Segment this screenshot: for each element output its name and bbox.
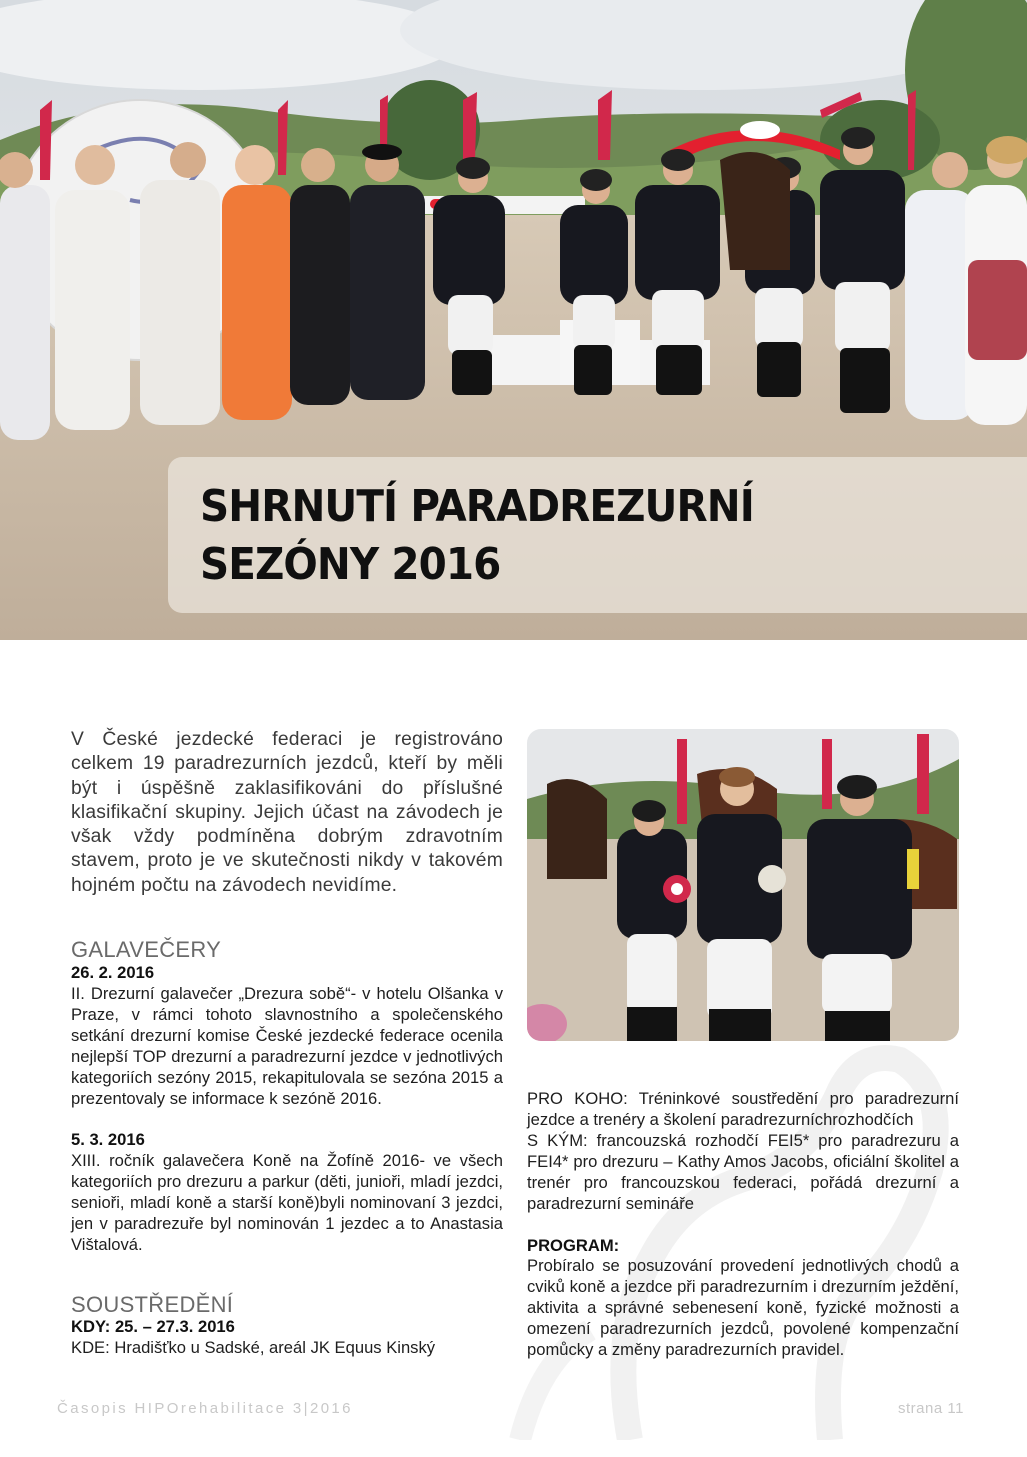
intro-paragraph: V České jezdecké federaci je registrováno celkem 19 paradrezurních jezdců, kteří by měli být i úspěšně zaklasifikováni do příslušné klasifikační skupiny. Jejich účast na závodech je však vždy podmíněna dobrým zdravotním stavem, proto je ve skutečnosti nikdy v takovém hojném počtu na závodech nevidíme. — [71, 729, 503, 896]
gala-event-2-text: XIII. ročník galavečera Koně na Žofíně 2016- ve všech kategoriích pro drezuru a parkur (děti, junioři, mladí jezdci, senioři, mladí koně a starší koně)byli nominovaní 3 jezdci, jen v paradrezuře byl nominován 1 jezdec a to Anastasia Vištalová. — [71, 1151, 503, 1254]
camp-details — [71, 1316, 503, 1358]
camp-where: KDE: Hradišťko u Sadské, areál JK Equus Kinský — [71, 1338, 436, 1357]
program-text: Probíralo se posuzování provedení jednotlivých chodů a cviků koně a jezdce při paradrezurním i drezurním ježdění, aktivita a správné sebenesení koně, fyzické možnosti a omezení paradrezurních jezdců, povolené kompenzační pomůcky a změny paradrezurních pravidel. — [527, 1256, 959, 1359]
article-title-line-1: SHRNUTÍ PARADREZURNÍ — [200, 481, 754, 532]
camp-with-whom: S KÝM: francouzská rozhodčí FEI5* pro paradrezuru a FEI4* pro drezuru – Kathy Amos Jacobs, oficiální školitel a trenér pro francouzskou federaci, pořádá drezurní a paradrezurní semináře — [527, 1131, 959, 1213]
section-heading-soustredeni: SOUSTŘEDĚNÍ — [71, 1292, 234, 1317]
section-heading-galavecery: GALAVEČERY — [71, 937, 222, 962]
camp-for-whom: PRO KOHO: Tréninkové soustředění pro paradrezurní jezdce a trenéry a školení paradrezurníchrozhodčích — [527, 1089, 959, 1129]
magazine-footer: Časopis HIPOrehabilitace 3|2016 — [57, 1400, 353, 1417]
gala-event-1-text: II. Drezurní galavečer „Drezura sobě“- v hotelu Olšanka v Praze, v rámci tohoto slavnostního a společenského setkání drezurní komise České jezdecké federace ocenila nejlepší TOP drezurní a paradrezurní jezdce v jednotlivých kategoriích sezóny 2015, rekapitulovala se sezóna 2015 a prezentovaly se informace k sezóně 2016. — [71, 984, 503, 1108]
camp-when: KDY: 25. – 27.3. 2016 — [71, 1317, 235, 1336]
gala-event-1 — [71, 962, 503, 1109]
hero-photo — [0, 0, 1027, 640]
gala-event-2-date: 5. 3. 2016 — [71, 1130, 145, 1149]
riders-photo — [527, 729, 959, 1041]
gala-event-1-date: 26. 2. 2016 — [71, 963, 155, 982]
title-panel — [168, 457, 1027, 613]
three-riders-illustration — [527, 729, 959, 1041]
article-title-line-2: SEZÓNY 2016 — [200, 539, 501, 590]
program-heading: PROGRAM: — [527, 1236, 620, 1255]
page-number: strana 11 — [898, 1400, 964, 1417]
gala-event-2 — [71, 1129, 503, 1255]
